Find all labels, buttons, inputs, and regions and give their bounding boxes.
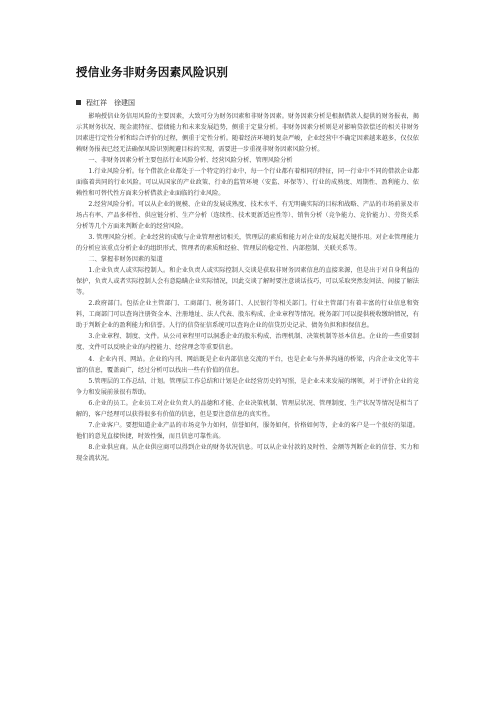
paragraph-channel-7: 7.企业客户。要想知道企业产品的市场竞争力如何，信誉如何，服务如何，价格如何等，企业的客户是一个很好的渠道。他们的意见直接快捷，时效性强，而且信息可靠性高。: [76, 421, 419, 440]
paragraph-management-risk: 3. 管理风险分析。企业经营的成败与企业管理密切相关，管理层的素质和能力对企业的发展起关键作用。对企业管理能力的分析应该重点分析企业的组织形式、管理者的素质和经验、管理层的稳定性、内部控制、关联关系等。: [76, 234, 419, 253]
article-body: [76, 111, 419, 465]
paragraph-channel-1: 1.企业负责人或实际控制人。和企业负责人或实际控制人交谈是获取非财务因素信息的直接来源，但是出于对自身利益的保护，负责人或者实际控制人会有意隐瞒企业实际情况，因此交谈了解时要注意谈话技巧，可以采取突然发问法、间接了解法等。: [76, 267, 419, 297]
paragraph-industry-risk: 1.行业风险分析。每个借款企业都处于一个特定的行业中，每一个行业都有着相同的特征，同一行业中不同的借款企业都面临着共同的行业风险。可以从国家的产业政策、行业的监管环境（安监、环保等）、行业的成熟度、周期性、盈利能力、依赖性和可替代性方面来分析借款企业面临的行业风险。: [76, 167, 419, 197]
author-names: 程红祥 徐建国: [86, 99, 135, 107]
square-bullet-icon: [76, 100, 81, 105]
paragraph-channel-4: 4．企业内刊、网站。企业的内刊、网站既是企业内部信息交流的平台，也是企业与外界沟通的桥梁，内含企业文化等丰富的信息，覆盖面广，经过分析可以找出一些有价值的信息。: [76, 355, 419, 374]
author-line: [76, 99, 135, 108]
paragraph-channel-5: 5.管理层的工作总结、计划。管理层工作总结和计划是企业经营历史的写照，是企业未来发展的纲领，对于评价企业的竞争力和发展前景很有帮助。: [76, 377, 419, 396]
paragraph-operating-risk: 2.经营风险分析。可以从企业的规模、企业的发展成熟度、技术水平、有无明确实际的目标和战略、产品的市场前景及市场占有率、产品多样性、供应链分析、生产分析（连续性、技术更新适应性等）、销售分析（竞争能力、竞价能力）、劳资关系分析等几个方面来判断企业的经营风险。: [76, 200, 419, 230]
intro-paragraph: 影响授信业务信用风险的主要因素，大致可分为财务因素和非财务因素。财务因素分析是根据借款人提供的财务报表，揭示其财务状况、现金流特征、偿债能力和未来发展趋势，侧重于定量分析。非财务因素分析则是对影响贷款偿还的相关非财务因素进行定性分析和综合评价的过程，侧重于定性分析。随着经济环境的复杂严峻，企业经营中不确定因素越来越多，仅仅依赖财务报表已经无法确保风险识别规避目标的实现，需要进一步重视非财务因素风险分析。: [76, 112, 419, 153]
document-title: 授信业务非财务因素风险识别: [76, 65, 229, 79]
paragraph-channel-8: 8.企业供应商。从企业供应商可以得到企业的财务状况信息。可以从企业付款的及时性、金额等判断企业的信誉、实力和现金流状况。: [76, 443, 419, 462]
section-heading-1: 一、非财务因素分析主要包括行业风险分析、经营风险分析、管理风险分析: [88, 156, 293, 164]
paragraph-channel-2: 2.政府部门。包括企业主管部门、工商部门、税务部门、人民银行等相关部门。行业主管部门有着丰富的行业信息和资料，工商部门可以查询注册资金本、注册地址、法人代表、股东构成、企业章程等情况。税务部门可以提供税收缴纳情况，有助于判断企业的盈利能力和信誉。人行的信贷征信系统可以查询企业的信贷历史记录、债务负担和担保信息。: [76, 300, 419, 330]
paragraph-channel-3: 3.企业章程、制度、文件。从公司章程里可以洞悉企业的股东构成、治理机制、决策机制等基本信息。企业的一些重要制度、文件可以反映企业的内控能力、经营理念等重要信息。: [76, 333, 419, 352]
paragraph-channel-6: 6.企业的员工。企业员工对企业负责人的品德和才能、企业决策机制、管理层状况、管理制度、生产状况等情况是相当了解的，客户经理可以获得很多有价值的信息，但是要注意信息的真实性。: [76, 399, 419, 418]
section-heading-2: 二、掌握非财务因素的渠道: [88, 256, 163, 264]
